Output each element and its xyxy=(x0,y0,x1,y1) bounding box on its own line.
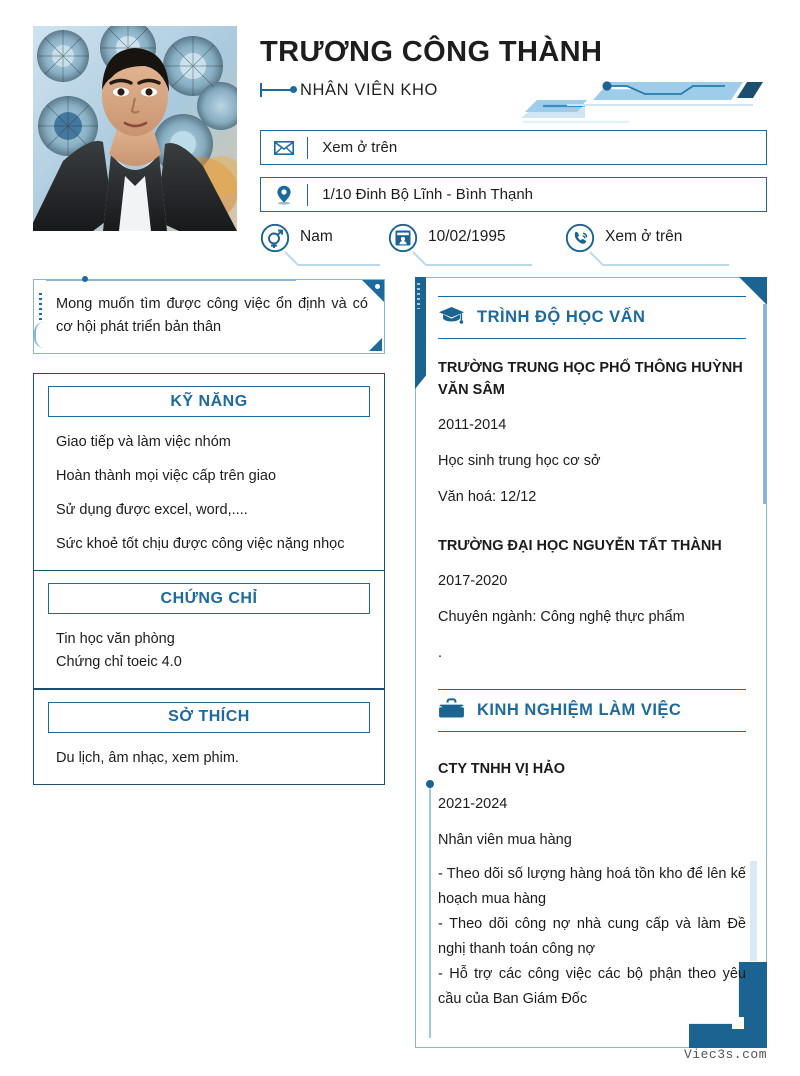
section-certificates xyxy=(34,583,384,688)
section-skills-title-box xyxy=(48,386,370,417)
contact-gender-value: Nam xyxy=(300,228,333,245)
underline-decoration xyxy=(589,251,729,267)
education-role: Học sinh trung học cơ sở xyxy=(438,453,601,469)
list-item: Giao tiếp và làm việc nhóm xyxy=(56,434,231,450)
section-education-header xyxy=(438,296,746,339)
education-entry xyxy=(438,535,746,665)
decoration-corner-dot xyxy=(375,284,380,289)
section-education-title: TRÌNH ĐỘ HỌC VẤN xyxy=(477,308,646,326)
timeline-line xyxy=(429,788,431,1038)
education-detail: Văn hoá: 12/12 xyxy=(438,489,537,505)
contact-gender-item xyxy=(260,221,380,269)
section-skills xyxy=(34,386,384,570)
profile-photo-image xyxy=(33,26,237,231)
contact-address-value: 1/10 Đinh Bộ Lĩnh - Bình Thạnh xyxy=(322,186,533,203)
section-experience-title: KINH NGHIỆM LÀM VIỆC xyxy=(477,701,682,719)
section-skills-body xyxy=(34,417,384,570)
career-objective-box xyxy=(33,279,385,354)
location-pin-icon xyxy=(261,185,307,205)
decoration-curve xyxy=(34,322,48,348)
section-certificates-title: CHỨNG CHỈ xyxy=(160,589,258,607)
decoration-dot xyxy=(82,276,88,282)
career-objective-text: Mong muốn tìm được công việc ổn định và có cơ hội phát triển bản thân xyxy=(56,296,368,335)
graduation-cap-icon xyxy=(438,306,465,330)
profile-photo xyxy=(33,26,237,231)
experience-timeline xyxy=(438,758,746,1012)
list-item: Sử dụng được excel, word,.... xyxy=(56,502,248,518)
experience-bullet: - Hỗ trợ các công việc các bộ phận theo yêu cầu của Ban Giám Đốc xyxy=(438,966,746,1007)
section-hobbies-title: SỞ THÍCH xyxy=(168,708,250,726)
education-period: 2017-2020 xyxy=(438,573,508,589)
job-title: NHÂN VIÊN KHO xyxy=(300,80,438,99)
divider xyxy=(34,570,384,571)
list-item: Du lịch, âm nhạc, xem phim. xyxy=(56,749,239,766)
calendar-icon xyxy=(388,223,418,253)
list-item: Hoàn thành mọi việc cấp trên giao xyxy=(56,468,277,484)
envelope-icon xyxy=(261,141,307,155)
timeline-dot xyxy=(426,780,434,788)
phone-icon xyxy=(565,223,595,253)
contact-mini-row xyxy=(260,221,767,283)
experience-bullet: - Theo dõi công nợ nhà cung cấp và làm Đề nghị thanh toán công nợ xyxy=(438,916,746,957)
contact-email-value: Xem ở trên xyxy=(322,139,398,156)
section-hobbies-body xyxy=(34,733,384,784)
decoration-right-edge-lower xyxy=(750,861,757,961)
education-org: TRƯỜNG ĐẠI HỌC NGUYỄN TẤT THÀNH xyxy=(438,538,722,554)
list-item: Chứng chỉ toeic 4.0 xyxy=(56,654,182,671)
left-column xyxy=(33,373,385,785)
education-detail: . xyxy=(438,645,443,661)
contact-birthday-value: 10/02/1995 xyxy=(428,228,506,245)
experience-role: Nhân viên mua hàng xyxy=(438,832,572,848)
cv-header xyxy=(33,26,767,258)
decoration-dots xyxy=(39,293,42,321)
section-experience-header xyxy=(438,689,746,732)
experience-org: CTY TNHH VỊ HẢO xyxy=(438,761,566,777)
education-entry xyxy=(438,357,746,509)
education-role: Chuyên ngành: Công nghệ thực phẩm xyxy=(438,609,685,625)
contact-birthday-item xyxy=(388,221,548,269)
contact-address-row xyxy=(260,177,767,212)
list-item: Tin học văn phòng xyxy=(56,631,175,648)
right-column xyxy=(415,277,767,1048)
experience-bullet: - Theo dõi số lượng hàng hoá tồn kho để lên kế hoạch mua hàng xyxy=(438,866,746,907)
gender-icon xyxy=(260,223,290,253)
contact-email-row xyxy=(260,130,767,165)
contact-phone-item xyxy=(565,221,765,269)
divider xyxy=(34,688,384,689)
section-hobbies xyxy=(34,702,384,784)
footer-site: Viec3s.com xyxy=(683,1047,767,1062)
list-item: Sức khoẻ tốt chịu được công việc nặng nhọc xyxy=(56,536,345,552)
decoration-corner-bottom-right xyxy=(369,338,382,351)
page-title: TRƯƠNG CÔNG THÀNH xyxy=(260,36,603,68)
job-title-marker xyxy=(260,83,300,97)
right-column-content xyxy=(438,296,746,1012)
experience-bullets xyxy=(438,862,746,1012)
education-period: 2011-2014 xyxy=(438,417,507,433)
briefcase-icon xyxy=(438,698,465,724)
section-skills-title: KỸ NĂNG xyxy=(170,392,248,410)
section-hobbies-title-box xyxy=(48,702,370,733)
contact-phone-value: Xem ở trên xyxy=(605,228,683,245)
decoration-corner-square xyxy=(732,1017,744,1029)
experience-period: 2021-2024 xyxy=(438,796,508,812)
decoration-dots xyxy=(417,283,420,309)
underline-decoration xyxy=(412,251,532,267)
section-certificates-body xyxy=(34,614,384,688)
job-title-row xyxy=(260,80,767,100)
experience-entry xyxy=(438,758,746,1012)
education-org: TRƯỜNG TRUNG HỌC PHỔ THÔNG HUỲNH VĂN SÂM xyxy=(438,360,743,398)
underline-decoration xyxy=(284,251,380,267)
section-certificates-title-box xyxy=(48,583,370,614)
decoration-right-edge xyxy=(763,304,767,504)
